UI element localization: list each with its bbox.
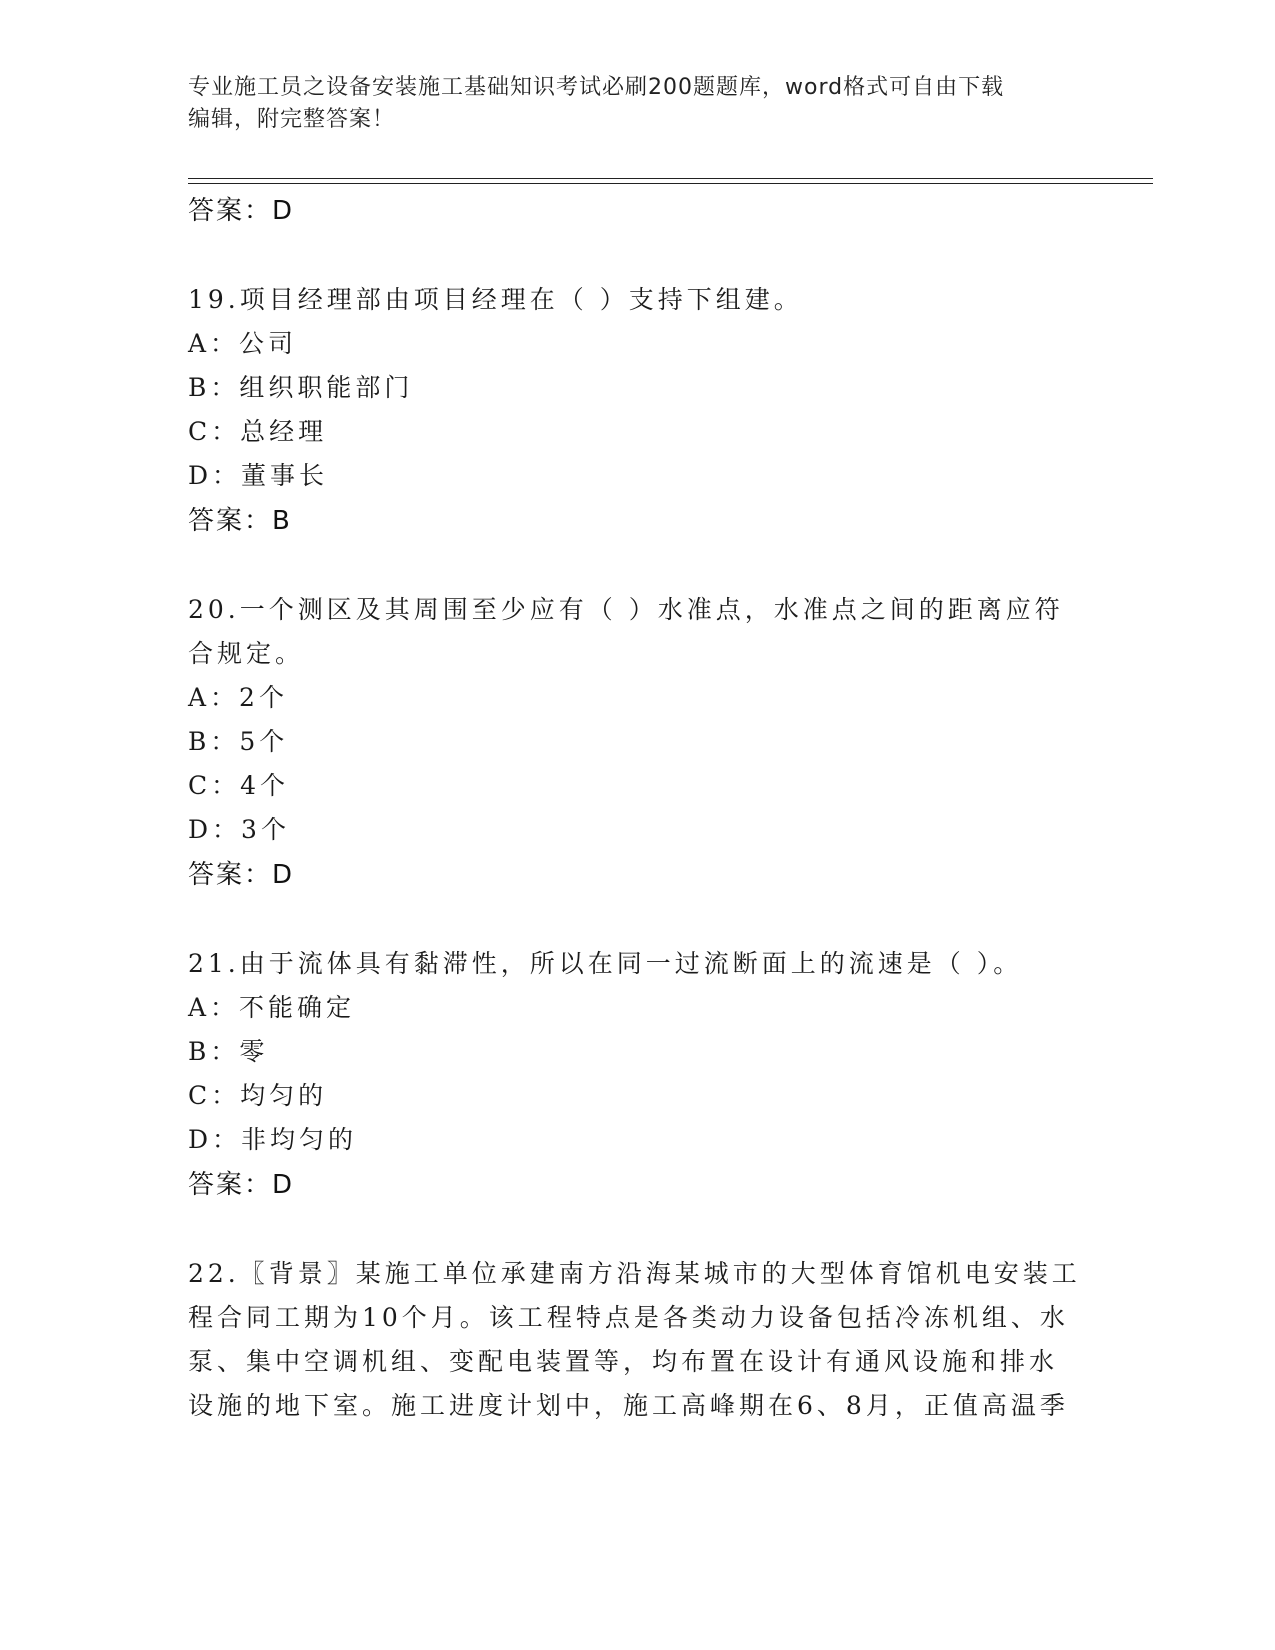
question-20-option-b: B：5个 [188, 727, 289, 756]
answer-line: 答案：D [188, 196, 295, 226]
header-rule-top [188, 178, 1153, 179]
header-title-line-1: 专业施工员之设备安装施工基础知识考试必刷200题题库，word格式可自由下载 [188, 75, 1005, 100]
header-title-line-2: 编辑，附完整答案！ [188, 107, 396, 132]
question-20-option-a: A：2个 [188, 683, 288, 712]
question-19-option-b: B：组织职能部门 [188, 373, 414, 402]
question-21-option-d: D：非均匀的 [188, 1125, 358, 1154]
question-20-stem-line-2: 合规定。 [188, 639, 305, 668]
question-20-stem-line-1: 20.一个测区及其周围至少应有（ ）水准点，水准点之间的距离应符 [188, 595, 1064, 624]
question-21-option-b: B：零 [188, 1037, 269, 1066]
question-22-text-line-3: 泵、集中空调机组、变配电装置等，均布置在设计有通风设施和排水 [188, 1347, 1059, 1376]
question-22-text-line-1: 22.〖背景〗某施工单位承建南方沿海某城市的大型体育馆机电安装工 [188, 1259, 1081, 1288]
question-20-option-d: D：3个 [188, 815, 290, 844]
question-20-option-c: C：4个 [188, 771, 290, 800]
question-21-option-c: C：均匀的 [188, 1081, 328, 1110]
question-21-answer: 答案：D [188, 1170, 295, 1200]
header-rule-bottom [188, 183, 1153, 184]
question-20-answer: 答案：D [188, 860, 295, 890]
question-22-text-line-4: 设施的地下室。施工进度计划中，施工高峰期在6、8月，正值高温季 [188, 1391, 1069, 1420]
document-header [188, 72, 1088, 136]
question-21-stem: 21.由于流体具有黏滞性，所以在同一过流断面上的流速是（ ）。 [188, 949, 1023, 978]
question-19-option-c: C：总经理 [188, 417, 328, 446]
question-19-stem: 19.项目经理部由项目经理在（ ）支持下组建。 [188, 285, 803, 314]
question-19-option-a: A：公司 [188, 329, 298, 358]
question-19-answer: 答案：B [188, 506, 292, 536]
question-21-option-a: A：不能确定 [188, 993, 356, 1022]
question-22-text-line-2: 程合同工期为10个月。该工程特点是各类动力设备包括冷冻机组、水 [188, 1303, 1069, 1332]
question-19-option-d: D：董事长 [188, 461, 329, 490]
